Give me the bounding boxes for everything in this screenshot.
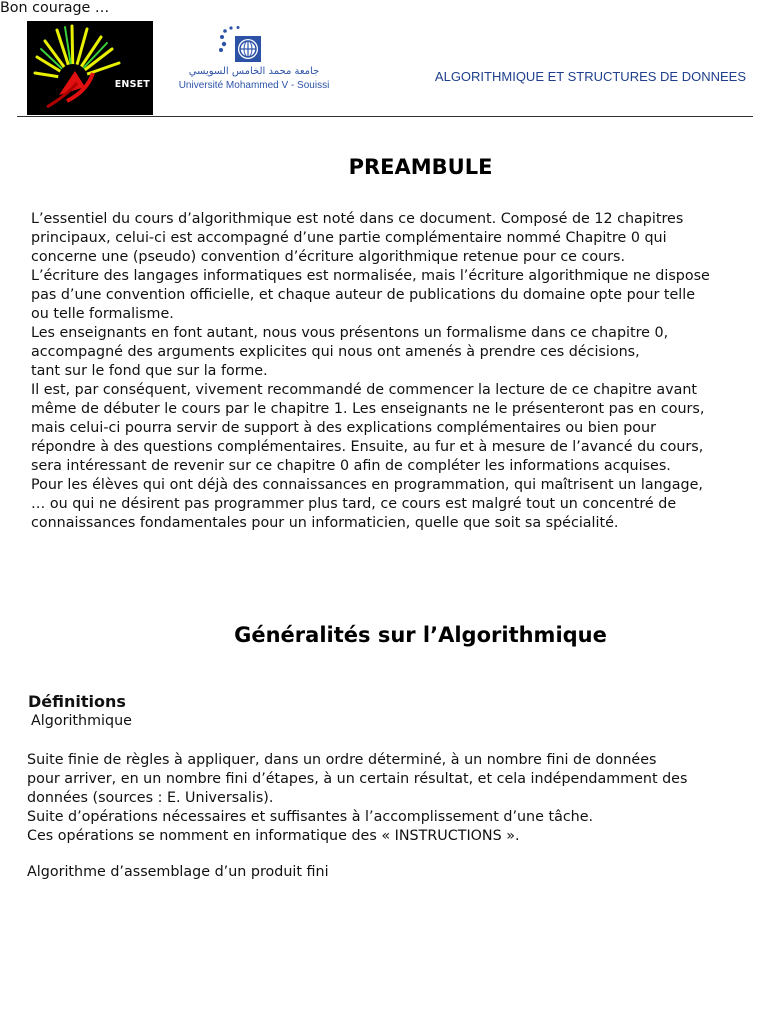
text-line: répondre à des questions complémentaires. Ensuite, au fur et à mesure de l’avancé du cours, [31,439,704,455]
text-line: L’essentiel du cours d’algorithmique est noté dans ce document. Composé de 12 chapitres [31,211,684,227]
assembly-subtitle: Algorithme d’assemblage d’un produit fini [27,864,329,880]
university-arabic-name: جامعة محمد الخامس السويسي [188,66,320,77]
document-header [0,0,768,118]
sunburst-logo-icon [27,21,153,115]
preamble-title: PREAMBULE [348,155,493,179]
definitions-heading: Définitions [28,692,126,711]
text-line: L’écriture des langages informatiques est normalisée, mais l’écriture algorithmique ne dispose [31,268,710,284]
closing-line: Bon courage … [0,0,110,16]
text-line: même de débuter le cours par le chapitre 1. Les enseignants ne le présenteront pas en cours, [31,401,705,417]
university-logo [166,26,342,96]
text-line: données (sources : E. Universalis). [27,790,274,806]
globe-logo-icon [166,26,342,68]
enset-logo [27,21,153,115]
text-line: mais celui-ci pourra servir de support à des explications complémentaires ou bien pour [31,420,656,436]
enset-logo-text: ENSET [114,79,150,90]
text-line: Pour les élèves qui ont déjà des connaissances en programmation, qui maîtrisent un langage, [31,477,703,493]
text-line: … ou qui ne désirent pas programmer plus tard, ce cours est malgré tout un concentré de [31,496,677,512]
preamble-paragraph [31,210,710,533]
text-line: accompagné des arguments explicites qui nous ont amenés à prendre ces décisions, [31,344,640,360]
document-header-title: ALGORITHMIQUE ET STRUCTURES DE DONNEES [434,69,746,84]
text-line: Les enseignants en font autant, nous vous présentons un formalisme dans ce chapitre 0, [31,325,669,341]
text-line: Ces opérations se nomment en informatique des « INSTRUCTIONS ». [27,828,520,844]
section-title: Généralités sur l’Algorithmique [234,623,607,647]
text-line: principaux, celui-ci est accompagné d’une partie complémentaire nommé Chapitre 0 qui [31,230,667,246]
text-line: sera intéressant de revenir sur ce chapitre 0 afin de compléter les informations acquises. [31,458,671,474]
text-line: Il est, par conséquent, vivement recommandé de commencer la lecture de ce chapitre avant [31,382,698,398]
definition-paragraph [27,751,687,846]
text-line: connaissances fondamentales pour un informaticien, quelle que soit sa spécialité. [31,515,619,531]
text-line: pour arriver, en un nombre fini d’étapes, à un certain résultat, et cela indépendamment des [27,771,688,787]
header-divider [17,116,753,117]
university-latin-name: Université Mohammed V - Souissi [178,80,330,91]
text-line: Suite d’opérations nécessaires et suffisantes à l’accomplissement d’une tâche. [27,809,594,825]
text-line: concerne une (pseudo) convention d’écriture algorithmique retenue pour ce cours. [31,249,626,265]
definition-term: Algorithmique [31,713,132,729]
text-line: pas d’une convention officielle, et chaque auteur de publications du domaine opte pour telle [31,287,696,303]
text-line: tant sur le fond que sur la forme. [31,363,268,379]
text-line: ou telle formalisme. [31,306,174,322]
text-line: Suite finie de règles à appliquer, dans un ordre déterminé, à un nombre fini de données [27,752,657,768]
